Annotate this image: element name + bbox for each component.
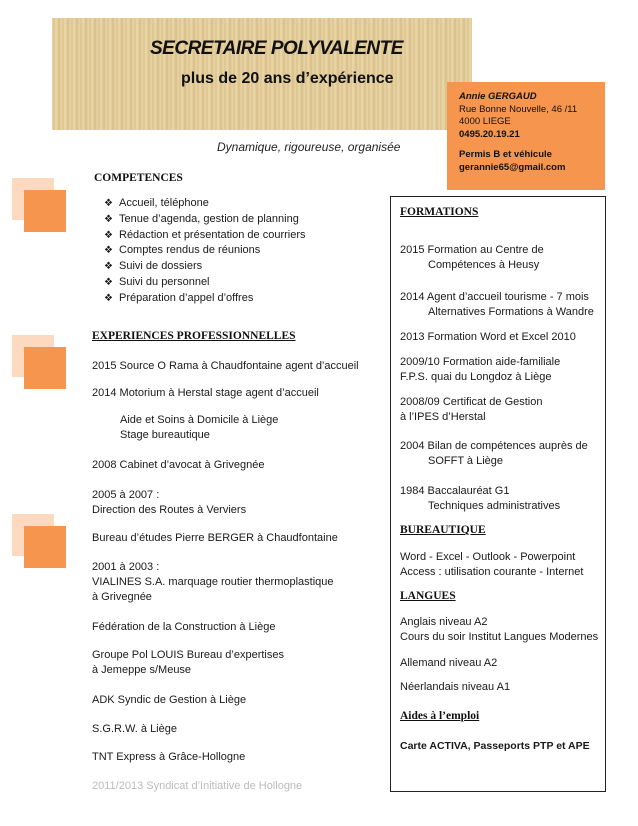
exp-item: 2015 Source O Rama à Chaudfontaine agent d’accueil bbox=[92, 360, 359, 372]
exp-item: 2005 à 2007 : bbox=[92, 489, 160, 501]
diamond-bullet-icon: ❖ bbox=[104, 261, 113, 273]
exp-item: 2001 à 2003 : bbox=[92, 561, 160, 573]
exp-item: Aide et Soins à Domicile à Liège bbox=[120, 414, 279, 426]
page-title: SECRETAIRE POLYVALENTE bbox=[150, 38, 403, 59]
bureautique-heading: BUREAUTIQUE bbox=[400, 524, 486, 536]
diamond-bullet-icon: ❖ bbox=[104, 276, 113, 288]
contact-box bbox=[447, 82, 605, 190]
formation-item: à l’IPES d’Herstal bbox=[400, 411, 486, 423]
contact-phone: 0495.20.19.21 bbox=[459, 128, 520, 140]
exp-item: TNT Express à Grâce-Hollogne bbox=[92, 751, 246, 763]
list-item: ❖ Suivi du personnel bbox=[104, 275, 306, 291]
diamond-bullet-icon: ❖ bbox=[104, 245, 113, 257]
competences-list bbox=[104, 196, 306, 307]
contact-name: Annie GERGAUD bbox=[459, 91, 537, 102]
langue-item: Anglais niveau A2 bbox=[400, 616, 488, 628]
decor-square bbox=[24, 526, 66, 568]
list-item: ❖ Comptes rendus de réunions bbox=[104, 243, 306, 259]
exp-item: Bureau d’études Pierre BERGER à Chaudfontaine bbox=[92, 532, 338, 544]
formation-item: 2008/09 Certificat de Gestion bbox=[400, 396, 543, 408]
diamond-bullet-icon: ❖ bbox=[104, 292, 113, 304]
list-item: ❖ Tenue d’agenda, gestion de planning bbox=[104, 212, 306, 228]
diamond-bullet-icon: ❖ bbox=[104, 213, 113, 225]
formation-item: Alternatives Formations à Wandre bbox=[428, 306, 594, 318]
list-item: ❖ Préparation d’appel d’offres bbox=[104, 291, 306, 307]
contact-email: gerannie65@gmail.com bbox=[459, 161, 566, 173]
experiences-heading: EXPERIENCES PROFESSIONNELLES bbox=[92, 330, 296, 342]
diamond-bullet-icon: ❖ bbox=[104, 198, 113, 209]
exp-item: 2008 Cabinet d’avocat à Grivegnée bbox=[92, 459, 265, 471]
formation-item: Compétences à Heusy bbox=[428, 259, 540, 271]
bureautique-item: Word - Excel - Outlook - Powerpoint bbox=[400, 551, 576, 563]
list-item: ❖ Accueil, téléphone bbox=[104, 196, 306, 212]
exp-item: Stage bureautique bbox=[120, 429, 210, 441]
formation-item: 2013 Formation Word et Excel 2010 bbox=[400, 331, 576, 343]
formation-item: F.P.S. quai du Longdoz à Liège bbox=[400, 371, 552, 383]
exp-item: Groupe Pol LOUIS Bureau d’expertises bbox=[92, 649, 284, 661]
decor-square bbox=[24, 347, 66, 389]
contact-street: Rue Bonne Nouvelle, 46 /11 bbox=[459, 103, 578, 115]
formation-item: 2014 Agent d’accueil tourisme - 7 mois bbox=[400, 291, 589, 303]
formation-item: 2009/10 Formation aide-familiale bbox=[400, 356, 561, 368]
exp-item: Direction des Routes à Verviers bbox=[92, 504, 247, 516]
tagline: Dynamique, rigoureuse, organisée bbox=[217, 140, 401, 154]
formation-item: 1984 Baccalauréat G1 bbox=[400, 485, 510, 497]
exp-item: ADK Syndic de Gestion à Liège bbox=[92, 694, 247, 706]
langue-item: Néerlandais niveau A1 bbox=[400, 681, 511, 693]
list-item: ❖ Rédaction et présentation de courriers bbox=[104, 228, 306, 244]
exp-item: S.G.R.W. à Liège bbox=[92, 723, 177, 735]
contact-permit: Permis B et véhicule bbox=[459, 149, 552, 161]
competences-heading: COMPETENCES bbox=[94, 172, 183, 184]
contact-city: 4000 LIEGE bbox=[459, 116, 511, 128]
bureautique-item: Access : utilisation courante - Internet bbox=[400, 566, 584, 578]
formation-item: 2015 Formation au Centre de bbox=[400, 244, 544, 256]
exp-item: VIALINES S.A. marquage routier thermoplastique bbox=[92, 576, 334, 588]
aides-heading: Aides à l’emploi bbox=[400, 710, 480, 722]
aides-item: Carte ACTIVA, Passeports PTP et APE bbox=[400, 740, 590, 752]
langue-item: Cours du soir Institut Langues Modernes bbox=[400, 631, 599, 643]
formation-item: SOFFT à Liège bbox=[428, 455, 503, 467]
exp-item-cut-off: 2011/2013 Syndicat d’Initiative de Hollogne bbox=[92, 780, 303, 792]
formation-item: 2004 Bilan de compétences auprès de bbox=[400, 440, 588, 452]
exp-item: 2014 Motorium à Herstal stage agent d’accueil bbox=[92, 387, 319, 399]
list-item: ❖ Suivi de dossiers bbox=[104, 259, 306, 275]
formations-heading: FORMATIONS bbox=[400, 206, 479, 218]
exp-item: à Grivegnée bbox=[92, 591, 152, 603]
decor-square bbox=[24, 190, 66, 232]
formation-item: Techniques administratives bbox=[428, 500, 561, 512]
exp-item: à Jemeppe s/Meuse bbox=[92, 664, 192, 676]
page-subtitle: plus de 20 ans d’expérience bbox=[181, 70, 394, 87]
exp-item: Fédération de la Construction à Liège bbox=[92, 621, 276, 633]
langue-item: Allemand niveau A2 bbox=[400, 657, 498, 669]
langues-heading: LANGUES bbox=[400, 590, 456, 602]
diamond-bullet-icon: ❖ bbox=[104, 229, 113, 241]
